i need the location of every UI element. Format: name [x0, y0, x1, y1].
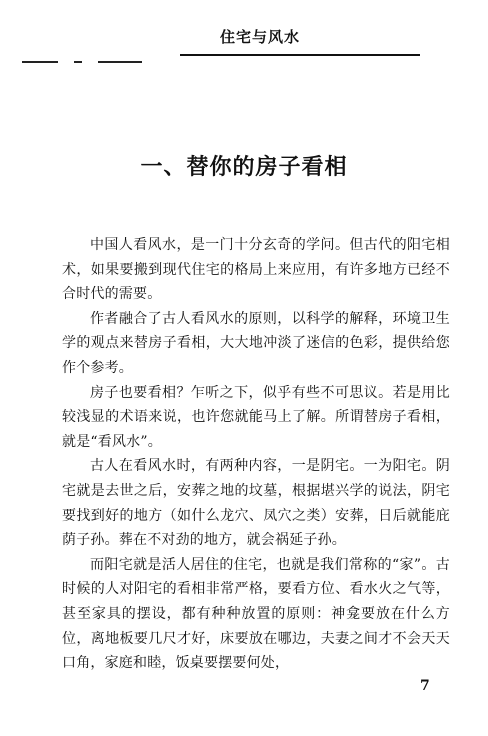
page-number: 7 [420, 678, 430, 694]
running-header-title: 住宅与风水 [219, 28, 300, 46]
body-text [62, 233, 450, 676]
paragraph: 作者融合了古人看风水的原则，以科学的解释，环境卫生学的观点来替房子看相，大大地冲淡了迷信的色彩，提供给您作个参考。 [62, 310, 450, 376]
header-dash [98, 61, 142, 63]
chapter-title: 一、替你的房子看相 [140, 154, 348, 180]
header-dash [74, 61, 82, 63]
paragraph: 古人在看风水时，有两种内容，一是阴宅。一为阳宅。阴宅就是去世之后，安葬之地的坟墓，根据堪兴学的说法，阴宅要找到好的地方（如什么龙穴、凤穴之类）安葬，日后就能庇荫子孙。葬在不对劲的地方，就会祸延子孙。 [62, 458, 450, 549]
header-rule [180, 54, 420, 56]
paragraph: 而阳宅就是活人居住的住宅，也就是我们常称的“家”。古时候的人对阳宅的看相非常严格，要看方位、看水火之气等，甚至家具的摆设，都有种种放置的原则：神龛要放在什么方位，离地板要几尺才好，床要放在哪边，夫妻之间才不会天天口角，家庭和睦，饭桌要摆要何处， [62, 556, 450, 672]
paragraph: 中国人看风水，是一门十分玄奇的学问。但古代的阳宅相术，如果要搬到现代住宅的格局上来应用，有许多地方已经不合时代的需要。 [62, 237, 450, 303]
paragraph: 房子也要看相？乍听之下，似乎有些不可思议。若是用比较浅显的术语来说，也许您就能马上了解。所谓替房子看相，就是“看风水”。 [62, 384, 450, 450]
header-dash [22, 61, 58, 63]
